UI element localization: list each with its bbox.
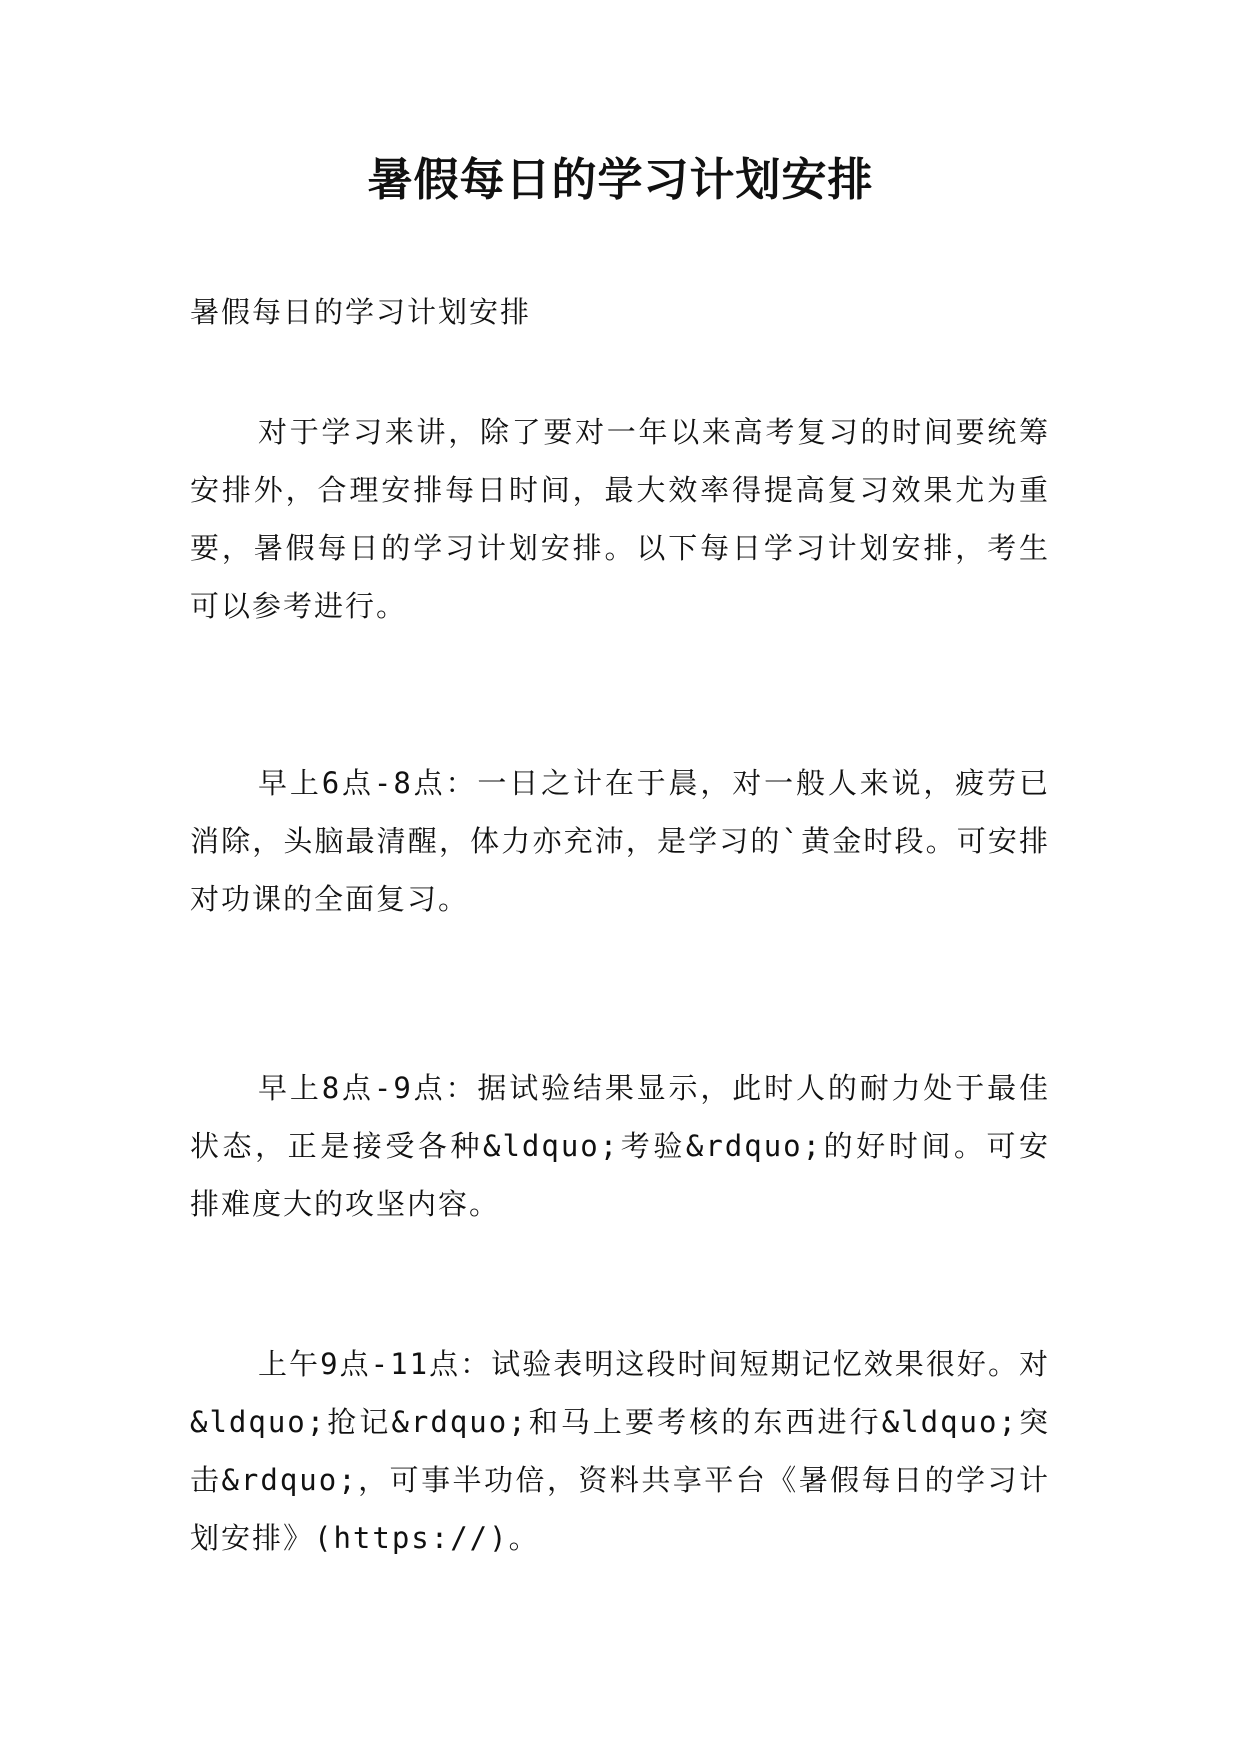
paragraph-9-11am: 上午9点-11点：试验表明这段时间短期记忆效果很好。对&ldquo;抢记&rdquo;和马上要考核的东西进行&ldquo;突击&rdquo;，可事半功倍，资料共享平台《暑假每日的学习计划安排》(https://)。 [190,1347,1050,1555]
document-subtitle: 暑假每日的学习计划安排 [190,295,532,329]
document-title: 暑假每日的学习计划安排 [367,153,874,206]
paragraph-intro: 对于学习来讲，除了要对一年以来高考复习的时间要统筹安排外，合理安排每日时间，最大效率得提高复习效果尤为重要，暑假每日的学习计划安排。以下每日学习计划安排，考生可以参考进行。 [190,415,1050,623]
paragraph-8-9am: 早上8点-9点：据试验结果显示，此时人的耐力处于最佳状态，正是接受各种&ldquo;考验&rdquo;的好时间。可安排难度大的攻坚内容。 [190,1071,1050,1221]
paragraph-6-8am: 早上6点-8点：一日之计在于晨，对一般人来说，疲劳已消除，头脑最清醒，体力亦充沛，是学习的`黄金时段。可安排对功课的全面复习。 [190,766,1050,916]
